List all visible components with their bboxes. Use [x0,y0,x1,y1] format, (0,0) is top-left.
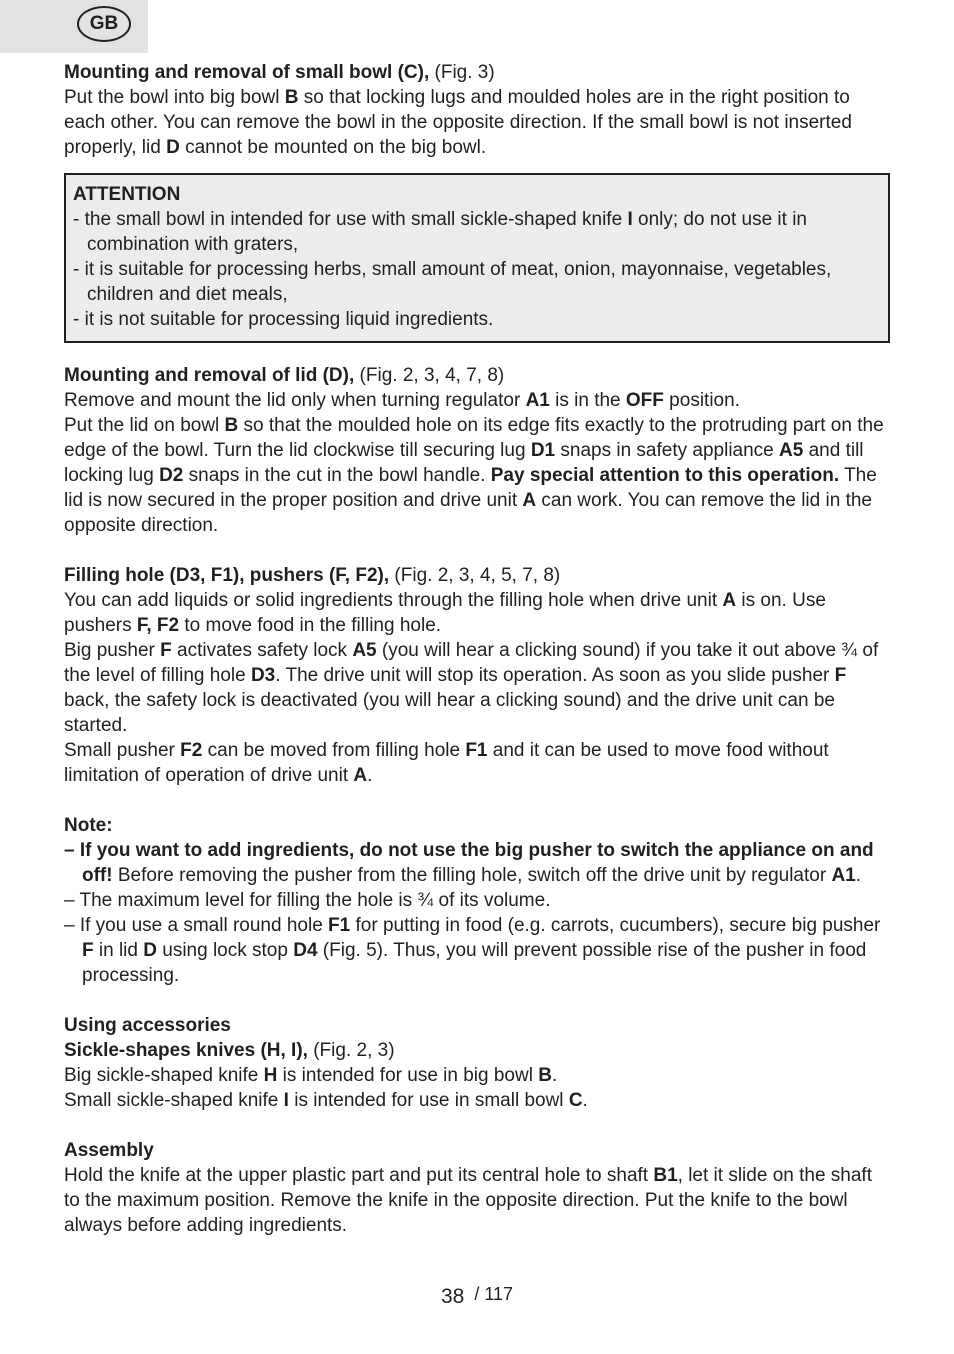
text-run: is intended for use in big bowl [277,1065,539,1086]
text-run: so that the moulded hole on its edge fits exactly to the protruding part on the edge of the bowl. Turn the lid clockwise till securing lug [64,415,884,461]
text-run: for putting in food (e.g. carrots, cucumbers), secure big pusher [350,915,881,936]
text-run: Hold the knife at the upper plastic part and put its central hole to shaft [64,1165,654,1186]
bold-text: H [263,1065,278,1086]
text-run: snaps in safety appliance [555,440,780,461]
text-run: . [582,1090,588,1111]
note-item: – The maximum level for filling the hole is ¾ of its volume. [64,890,551,911]
bold-text: D [166,137,180,158]
note-item [64,838,892,888]
bold-text: Pay special attention to this operation. [490,465,840,486]
heading-text: Mounting and removal of small bowl (C), [64,62,430,83]
attention-item: - it is suitable for processing herbs, small amount of meat, onion, mayonnaise, vegetables, children and diet meals, [73,259,832,305]
bold-text: A5 [779,440,804,461]
attention-title: ATTENTION [73,184,181,205]
text-run: back, the safety lock is deactivated (you will hear a clicking sound) and the drive unit can be started. [64,690,835,736]
text-run: Big sickle-shaped knife [64,1065,264,1086]
section-small-bowl-heading [64,60,892,85]
text-run: to move food in the filling hole. [179,615,442,636]
bold-text: I [283,1090,289,1111]
text-run: . The drive unit will stop its operation. As soon as you slide pusher [275,665,835,686]
text-run: using lock stop [156,940,294,961]
page-total: / 117 [474,1284,514,1304]
section-lid-heading [64,363,892,388]
text-run: and till locking lug [64,440,864,486]
bold-text: B [284,87,299,108]
figure-ref: (Fig. 3) [429,62,495,83]
bold-text: C [568,1090,583,1111]
section-small-bowl-text [64,85,892,160]
text-run: Small sickle-shaped knife [64,1090,284,1111]
text-run: (Fig. 2, 3) [307,1040,395,1061]
text-run: (Fig. 2, 3, 4, 7, 8) [354,365,505,386]
bold-text: Filling hole (D3, F1), pushers (F, F2), [64,565,390,586]
section-knives-text [64,1063,892,1088]
text-run: . [367,765,373,786]
bold-text: F1 [328,915,351,936]
attention-item [73,207,882,257]
bold-text: B1 [653,1165,678,1186]
bold-text: F1 [465,740,488,761]
bold-text: Mounting and removal of lid (D), [64,365,355,386]
bold-text: D1 [530,440,556,461]
bold-text: A5 [352,640,377,661]
section-lid-text [64,388,892,413]
text-run: is intended for use in small bowl [288,1090,569,1111]
page-footer [0,1284,954,1310]
text-run: , let it slide on the shaft to the maximum position. Remove the knife in the opposite direction. Put the knife to the bowl always before adding ingredients. [64,1165,872,1236]
bold-text: F, F2 [136,615,180,636]
bold-text: D [143,940,157,961]
text-run: Before removing the pusher from the filling hole, switch off the drive unit by regulator [112,865,832,886]
bold-text: F [834,665,847,686]
text-run: Small pusher [64,740,181,761]
bold-text: A [722,590,737,611]
bold-text: Sickle-shapes knives (H, I), [64,1040,308,1061]
bold-text: B [224,415,239,436]
text-run: can work. You can remove the lid in the opposite direction. [64,490,872,536]
section-filling-heading [64,563,892,588]
page-content [64,60,892,1238]
section-knives-heading [64,1038,892,1063]
bold-text: A [522,490,537,511]
bold-text: A1 [525,390,550,411]
bold-text: B [538,1065,552,1086]
text-run: in lid [93,940,144,961]
attention-item: - it is not suitable for processing liquid ingredients. [73,309,494,330]
bold-text: – If you want to add ingredients, do not use the big pusher to switch the appliance on and off! [64,840,874,886]
text-run: Put the bowl into big bowl [64,87,285,108]
section-assembly-heading: Assembly [64,1140,154,1161]
text-run: - the small bowl in intended for use with small sickle-shaped knife [73,209,628,230]
section-filling-text [64,638,892,738]
bold-text: D2 [159,465,184,486]
text-run: (Fig. 5). Thus, you will prevent possible rise of the pusher in food processing. [82,940,867,986]
bold-text: F2 [180,740,203,761]
text-run: . [551,1065,558,1086]
text-run: can be moved from filling hole [202,740,466,761]
text-run: snaps in the cut in the bowl handle. [183,465,491,486]
text-run: and it can be used to move food without limitation of operation of drive unit [64,740,829,786]
text-run: Put the lid on bowl [64,415,225,436]
text-run: You can add liquids or solid ingredients through the filling hole when drive unit [64,590,723,611]
text-run: activates safety lock [171,640,353,661]
language-badge: GB [77,6,131,42]
note-item [64,913,892,988]
text-run: cannot be mounted on the big bowl. [179,137,487,158]
section-accessories-heading: Using accessories [64,1015,231,1036]
text-run: . [855,865,862,886]
bold-text: A [353,765,368,786]
page-number: 38 [440,1285,465,1308]
bold-text: A1 [831,865,856,886]
bold-text: OFF [625,390,664,411]
note-heading: Note: [64,815,113,836]
section-assembly-text [64,1163,892,1238]
text-run: only; do not use it in combination with graters, [87,209,807,255]
text-run: The lid is now secured in the proper position and drive unit [64,465,877,511]
bold-text: I [627,209,633,230]
text-run: (you will hear a clicking sound) if you take it out above ¾ of the level of filling hole [64,640,879,686]
text-run: Remove and mount the lid only when turning regulator [64,390,526,411]
section-lid-text [64,413,892,538]
text-run: Big pusher [64,640,161,661]
text-run: is on. Use pushers [64,590,826,636]
bold-text: D3 [250,665,276,686]
text-run: is in the [549,390,626,411]
text-run: – If you use a small round hole [64,915,329,936]
bold-text: D4 [293,940,318,961]
section-filling-text [64,588,892,638]
section-filling-text [64,738,892,788]
text-run: position. [663,390,740,411]
section-knives-text [64,1088,892,1113]
attention-box [64,173,890,343]
text-run: so that locking lugs and moulded holes are in the right position to each other. You can remove the bowl in the opposite direction. If the small bowl is not inserted properly, lid [64,87,852,158]
bold-text: F [82,940,94,961]
text-run: (Fig. 2, 3, 4, 5, 7, 8) [389,565,561,586]
bold-text: F [160,640,172,661]
language-tab [0,0,148,53]
